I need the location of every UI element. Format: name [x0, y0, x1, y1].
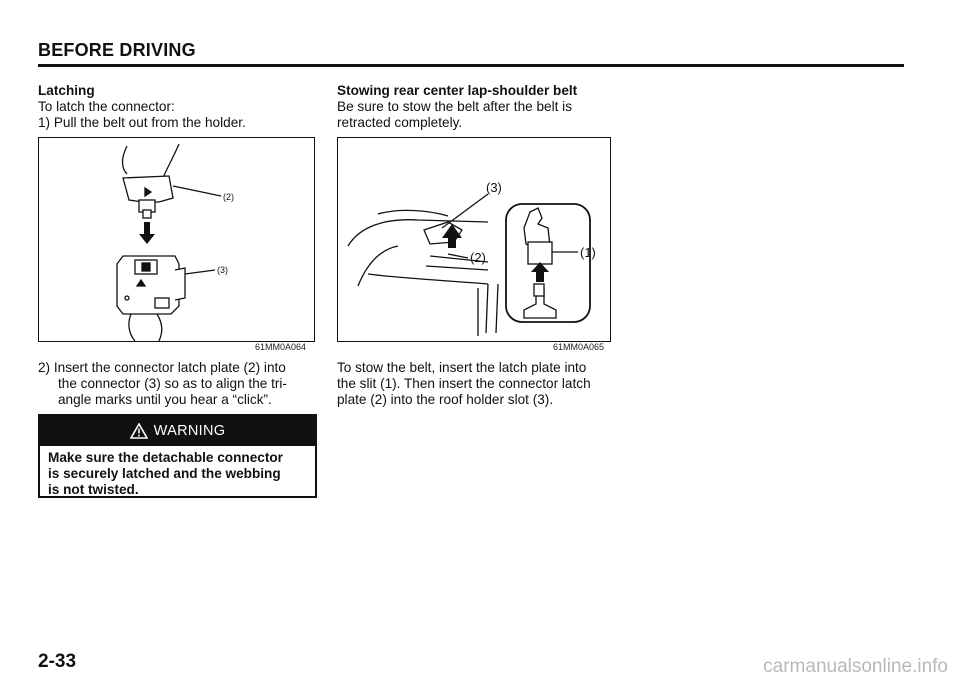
warning-line-3: is not twisted. [48, 482, 139, 497]
callout-3: (3) [217, 265, 228, 275]
callout-3: (3) [486, 180, 502, 195]
figure-code: 61MM0A064 [255, 342, 307, 352]
warning-triangle-icon [130, 423, 148, 439]
stowing-body-line-2: the slit (1). Then insert the connector latch [337, 376, 591, 391]
stowing-body-line-3: plate (2) into the roof holder slot (3). [337, 392, 554, 407]
warning-line-1: Make sure the detachable connector [48, 450, 283, 465]
latching-illustration [38, 137, 315, 342]
latching-step-2-line-3: angle marks until you hear a “click”. [58, 392, 272, 407]
latching-step-1: 1) Pull the belt out from the holder. [38, 115, 246, 130]
latching-step-2-line-2: the connector (3) so as to align the tri- [58, 376, 287, 391]
warning-title: WARNING [153, 423, 226, 439]
stowing-intro-line-1: Be sure to stow the belt after the belt is [337, 99, 572, 114]
latching-heading: Latching [38, 83, 95, 98]
warning-box [38, 414, 317, 498]
latching-step-2-line-1: 2) Insert the connector latch plate (2) into [38, 360, 286, 375]
callout-2: (2) [223, 192, 234, 202]
header-divider [38, 64, 904, 67]
stowing-body-line-1: To stow the belt, insert the latch plate into [337, 360, 587, 375]
warning-header [40, 416, 315, 446]
roof-holder-diagram [338, 138, 610, 341]
stowing-intro-line-2: retracted completely. [337, 115, 463, 130]
stowing-heading: Stowing rear center lap-shoulder belt [337, 83, 578, 98]
page-number: 2-33 [38, 651, 77, 672]
latch-plate-diagram [39, 138, 314, 341]
figure-code: 61MM0A065 [553, 342, 605, 352]
warning-line-2: is securely latched and the webbing [48, 466, 281, 481]
callout-1: (1) [580, 245, 596, 260]
section-title: BEFORE DRIVING [38, 40, 196, 60]
callout-2: (2) [470, 250, 486, 265]
watermark: carmanualsonline.info [763, 656, 948, 677]
arrow-down-icon [139, 222, 155, 244]
latching-intro: To latch the connector: [38, 99, 175, 114]
stowing-illustration [337, 137, 611, 342]
